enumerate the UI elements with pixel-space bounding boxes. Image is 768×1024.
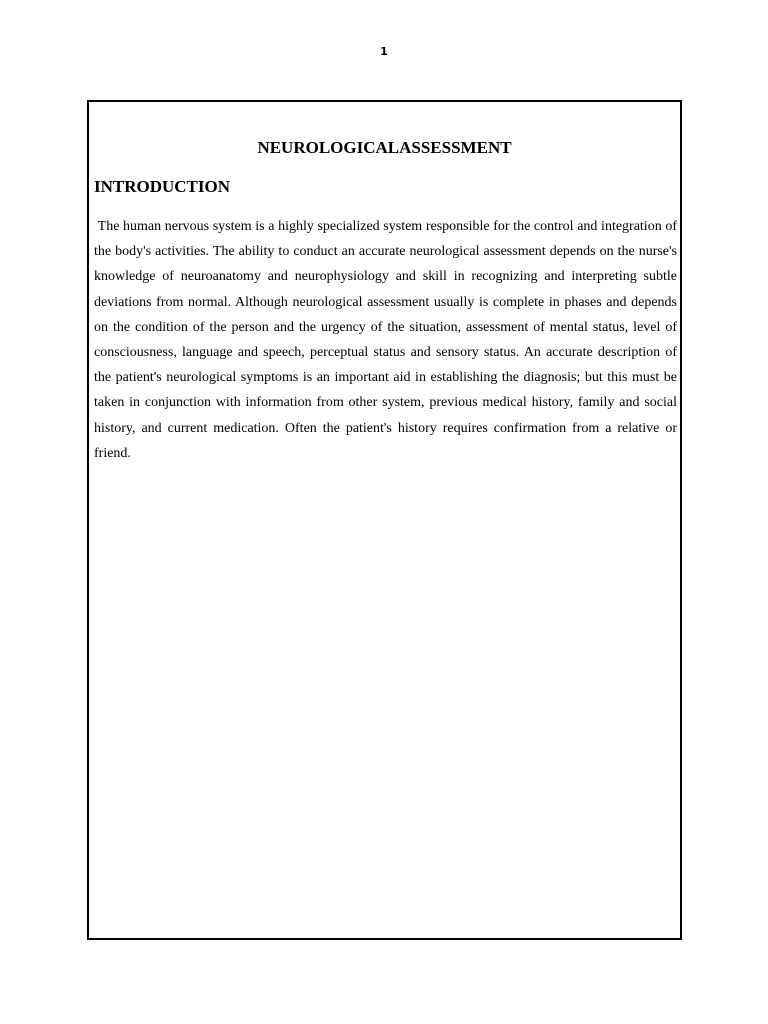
section-heading-introduction: INTRODUCTION	[94, 177, 231, 196]
page-number: 1	[380, 45, 388, 58]
introduction-paragraph: The human nervous system is a highly specialized system responsible for the control and integration of the body's activities. The ability to conduct an accurate neurological assessment depends on the nurse's knowledge of neuroanatomy and neurophysiology and skill in recognizing and interpreting subtle deviations from normal. Although neurological assessment usually is complete in phases and depends on the condition of the person and the urgency of the situation, assessment of mental status, level of consciousness, language and speech, perceptual status and sensory status. An accurate description of the patient's neurological symptoms is an important aid in establishing the diagnosis; but this must be taken in conjunction with information from other system, previous medical history, family and social history, and current medication. Often the patient's history requires confirmation from a relative or friend.	[94, 219, 681, 461]
document-title: NEUROLOGICALASSESSMENT	[257, 138, 512, 157]
page-border-frame	[87, 100, 682, 940]
